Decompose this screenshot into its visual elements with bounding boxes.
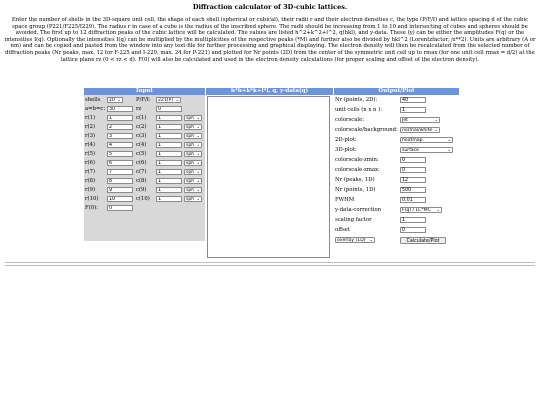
c-label: c(2) [136,124,147,130]
plot2d-select[interactable]: heatmap ⌄ [402,138,451,143]
shape-select[interactable]: sph ⌄ [186,188,200,193]
r-label: r(1) [85,115,96,121]
lattice-row [84,105,205,114]
shell-row [84,141,205,150]
c-input[interactable]: 1 [156,124,182,130]
colorscale-bg-select[interactable]: normal/white ⌄ [402,128,438,133]
c-input[interactable]: 1 [156,115,182,121]
r-input[interactable]: 5 [107,151,133,157]
f0-input[interactable]: 0 [107,205,133,211]
shape-select[interactable]: sph ⌄ [186,134,200,139]
nr-points-1d-label: Nr (points, 1D) [335,187,376,193]
nr-peaks-input[interactable]: 12 [400,177,426,183]
c-label: c(9) [136,187,147,193]
shape-select[interactable]: sph ⌄ [186,161,200,166]
r-label: r(4) [85,142,96,148]
colorscale-bg-row [334,126,459,135]
r-input[interactable]: 3 [107,133,133,139]
plot3d-label: 3D-plot: [335,147,357,153]
r-input[interactable]: 1 [107,115,133,121]
c-input[interactable]: 1 [156,187,182,193]
shell-row [84,195,205,204]
zmax-row [334,166,459,175]
nr-peaks-label: Nr (peaks, 1D) [335,177,375,183]
r-input[interactable]: 4 [107,142,133,148]
zmin-label: colorscale-zmin: [335,157,379,163]
shape-select[interactable]: sph ⌄ [186,152,200,157]
chevron-down-icon: ⌄ [196,125,200,130]
r-input[interactable]: 8 [107,178,133,184]
y-correction-row [334,206,459,215]
input-panel [84,88,205,241]
chevron-down-icon: ⌄ [117,98,121,103]
shell-row [84,168,205,177]
zmax-label: colorscale-zmax: [335,167,380,173]
r-label: r(8) [85,178,96,184]
shell-row [84,186,205,195]
c-label: c(6) [136,160,147,166]
calculate-plot-button[interactable]: Calculate/Plot [400,237,446,244]
plot2d-row [334,136,459,145]
c-input[interactable]: 1 [156,142,182,148]
zmin-row [334,156,459,165]
plot3d-row [334,146,459,155]
c-input[interactable]: 1 [156,133,182,139]
scaling-row [334,216,459,225]
plot3d-select[interactable]: surface ⌄ [402,148,451,153]
fwhm-input[interactable]: 0.01 [400,197,426,203]
data-panel-header: h*h+k*k+l*l, q, y-data(q) [206,88,333,95]
rz-input[interactable]: 0 [156,106,182,112]
r-input[interactable]: 6 [107,160,133,166]
pfi-label: P/F/I: [136,97,151,103]
c-label: c(5) [136,151,147,157]
c-input[interactable]: 1 [156,178,182,184]
divider [5,262,535,263]
chevron-down-icon: ⌄ [196,134,200,139]
input-panel-body [84,95,205,241]
shape-select[interactable]: sph ⌄ [186,116,200,121]
y-correction-label: y-data-correction [335,207,382,213]
y-correction-select[interactable]: F(q) / LC*MC ⌄ [402,208,440,213]
r-label: r(10) [85,196,99,202]
pfi-select[interactable]: 221(P) ⌄ [158,98,179,103]
r-input[interactable]: 7 [107,169,133,175]
chevron-down-icon: ⌄ [447,138,451,143]
r-label: r(6) [85,160,96,166]
shell-row [84,132,205,141]
colorscale-bg-label: colorscale/background: [335,127,398,133]
chevron-down-icon: ⌄ [196,170,200,175]
shells-label: shells [85,97,101,103]
c-label: c(7) [136,169,147,175]
scaling-input[interactable]: 1 [400,217,426,223]
data-output-textarea[interactable] [207,96,330,258]
r-label: r(3) [85,133,96,139]
colorscale-select[interactable]: Jet ⌄ [402,118,438,123]
c-label: c(8) [136,178,147,184]
nr-points-1d-input[interactable]: 500 [400,187,426,193]
c-label: c(4) [136,142,147,148]
colorscale-label: colorscale: [335,117,365,123]
chevron-down-icon: ⌄ [196,116,200,121]
c-label: c(1) [136,115,147,121]
shell-row [84,159,205,168]
offset-label: offset [335,227,350,233]
shells-row [84,96,205,105]
chevron-down-icon: ⌄ [196,188,200,193]
fwhm-row [334,196,459,205]
divider [5,265,535,266]
r-input[interactable]: 2 [107,124,133,130]
action-row [334,236,459,245]
shell-row [84,177,205,186]
r-label: r(5) [85,151,96,157]
unit-cells-input[interactable]: 1 [400,107,426,113]
offset-row [334,226,459,235]
shell-row [84,114,205,123]
shell-row [84,123,205,132]
shape-select[interactable]: sph ⌄ [186,143,200,148]
c-input[interactable]: 1 [156,160,182,166]
r-label: r(7) [85,169,96,175]
shape-select[interactable]: sph ⌄ [186,125,200,130]
page-description: Enter the number of shells in the 3D-square unit cell, the shape of each shell (spherical or cubical), their radii r and their electron densities c, the type (P/F/I) and lattice spacing d of the cubic space group (P221/F225/I229). The radius r in case of a cube is the radius of the inscribed sphere. The radii should be increasing from 1 to 10 and intersecting of cubes and spheres should be avoided. The first up to 12 diffraction peaks of the cubic lattice will be calculated. The values are listed h^2+k^2+l^2, q(hkl), and y-data. These (y) can be either the amplitudes F(q) or the intensities I(q). Optionally the intensities I(q) can be multiplied by the multiplicities of the respective peaks (*M) and further also be divided by hkl^2 (Lorentzfactor, /x**2). Units are arbitrary (A or nm) and can be copied and pasted from the window into any text-file for further processing and graphical displaying. The electron density will then be recalculated from the selected number of diffraction peaks (Nr peaks, max. 12 for F-225 and I-229, max. 24 for P-221) and plotted for Nr points (2D) from the center of the symmetric unit cell up to rmax (for one unit cell rmax = d/2) at the lattice plane rz (0 < rz < d). F(0) will also be calculated and used in the electron density calculations (for proper scaling and offset of the electron density). [4,17,536,63]
r-label: r(2) [85,124,96,130]
plot2d-label: 2D-plot: [335,137,357,143]
chevron-down-icon: ⌄ [196,152,200,157]
chevron-down-icon: ⌄ [196,143,200,148]
c-input[interactable]: 1 [156,169,182,175]
chevron-down-icon: ⌄ [196,161,200,166]
r-input[interactable]: 10 [107,196,133,202]
unit-cells-label: unit cells (n x n ): [335,107,382,113]
chevron-down-icon: ⌄ [436,208,440,213]
f0-row [84,204,205,213]
zmax-input[interactable]: 0 [400,167,426,173]
nr-points-2d-row [334,96,459,105]
shape-select[interactable]: sph ⌄ [186,197,200,202]
nr-peaks-row [334,176,459,185]
data-panel [206,88,333,261]
fwhm-label: FWHM [335,197,355,203]
f0-label: F(0): [85,205,98,211]
chevron-down-icon: ⌄ [196,197,200,202]
output-panel [334,88,459,265]
offset-input[interactable]: 0 [400,227,426,233]
c-label: c(10) [136,196,150,202]
r-input[interactable]: 9 [107,187,133,193]
shells-select[interactable]: 10 ⌄ [109,98,121,103]
page-title: Diffraction calculator of 3D-cubic lattices. [192,3,348,11]
shell-row [84,150,205,159]
zmin-input[interactable]: 0 [400,157,426,163]
nr-points-1d-row [334,186,459,195]
nr-points-2d-label: Nr (points, 2D): [335,97,378,103]
nr-points-2d-input[interactable]: 40 [400,97,426,103]
input-panel-header: Input [84,88,205,95]
data-panel-body [206,95,333,261]
lattice-spacing-label: a=b=c: [85,106,106,112]
c-input[interactable]: 1 [156,151,182,157]
c-input[interactable]: 1 [156,196,182,202]
overlay-select[interactable]: overlay (1D) ⌄ [337,238,373,243]
c-label: c(3) [136,133,147,139]
chevron-down-icon: ⌄ [369,238,373,243]
output-panel-body [334,95,459,265]
shape-select[interactable]: sph ⌄ [186,170,200,175]
shape-select[interactable]: sph ⌄ [186,179,200,184]
colorscale-row [334,116,459,125]
chevron-down-icon: ⌄ [434,118,438,123]
chevron-down-icon: ⌄ [175,98,179,103]
unit-cells-row [334,106,459,115]
chevron-down-icon: ⌄ [196,179,200,184]
chevron-down-icon: ⌄ [447,148,451,153]
output-panel-header: Output/Plot [334,88,459,95]
r-label: r(9) [85,187,96,193]
chevron-down-icon: ⌄ [434,128,438,133]
scaling-label: scaling factor [335,217,372,223]
rz-label: rz [136,106,142,112]
lattice-spacing-input[interactable]: 30 [107,106,133,112]
